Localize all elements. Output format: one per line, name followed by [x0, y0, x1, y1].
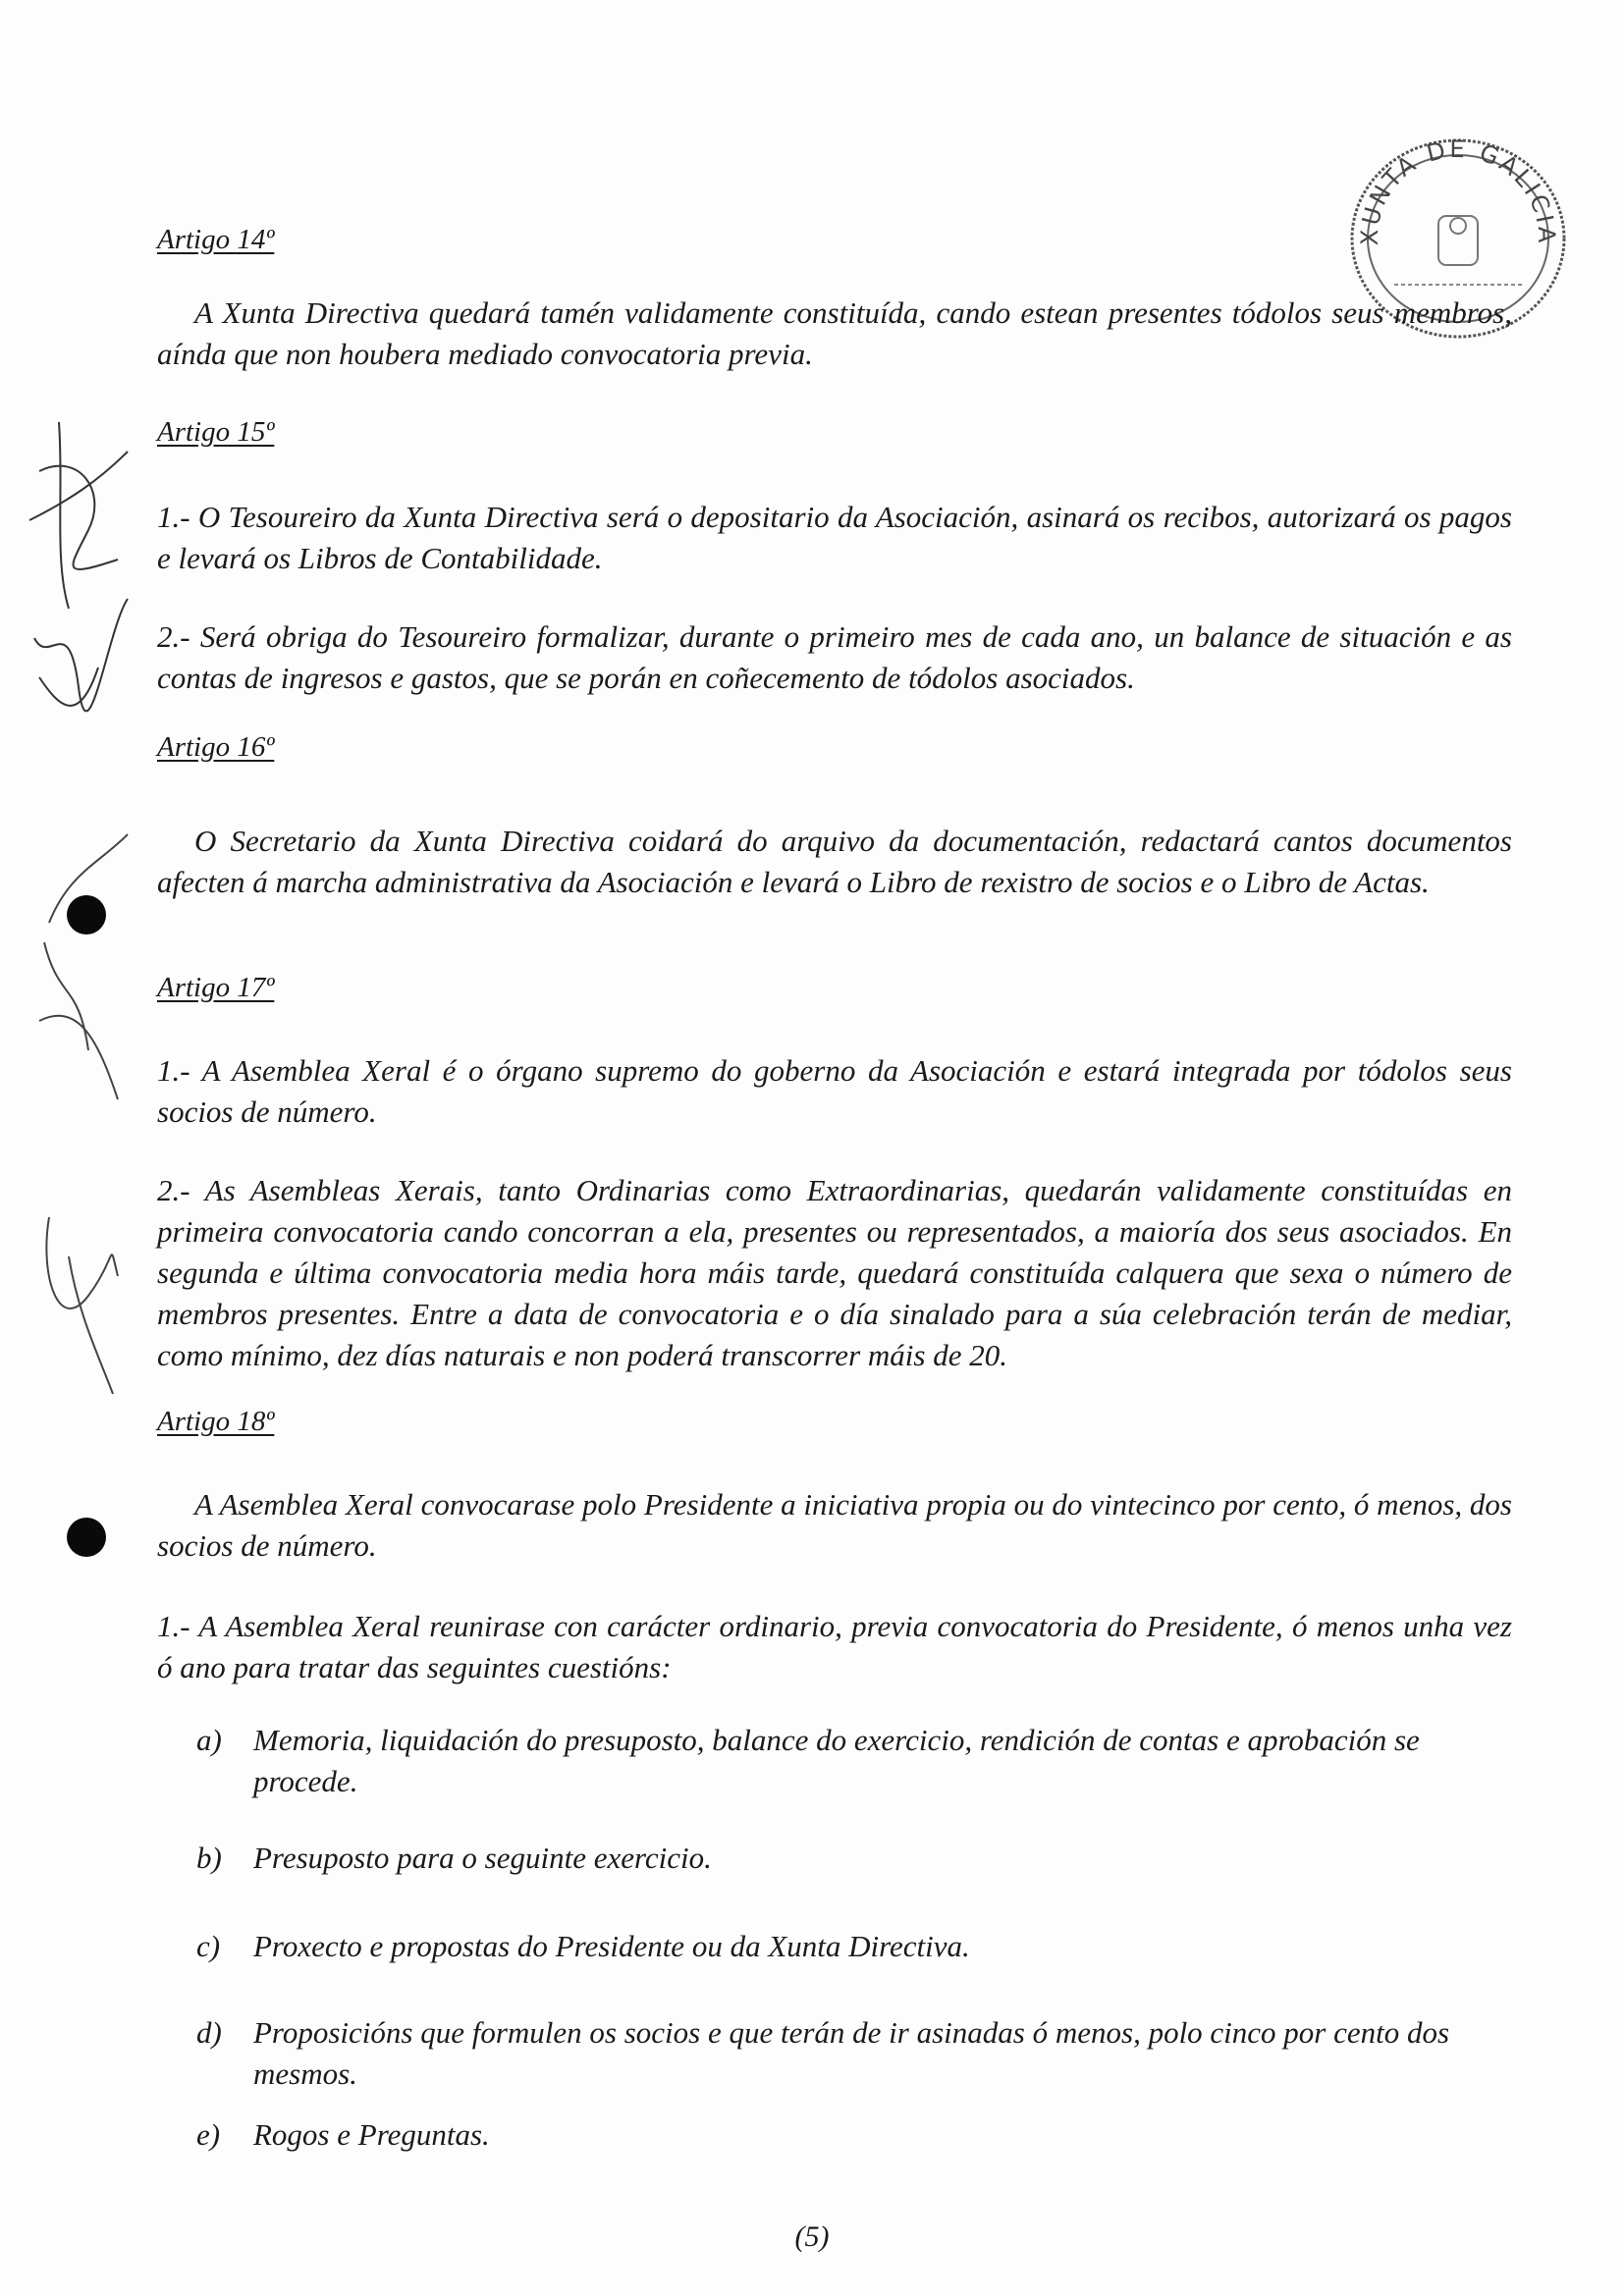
list-item-text: Proposicións que formulen os socios e que terán de ir asinadas ó menos, polo cinco por cento dos mesmos.	[253, 2015, 1450, 2091]
article-heading: Artigo 17º	[157, 972, 275, 1003]
list-item-text: Presuposto para o seguinte exercicio.	[253, 1841, 712, 1875]
article-paragraph: O Secretario da Xunta Directiva coidará do arquivo da documentación, redactará cantos documentos afecten á marcha administrativa da Asociación e levará o Libro de rexistro de socios e o Libro de Actas.	[157, 824, 1512, 899]
list-item	[196, 1838, 1512, 1879]
article-heading: Artigo 15º	[157, 416, 275, 448]
article-paragraph: 1.- O Tesoureiro da Xunta Directiva será o depositario da Asociación, asinará os recibos, autorizará os pagos e levará os Libros de Contabilidade.	[157, 500, 1512, 575]
page-number: (5)	[794, 2220, 830, 2253]
list-item-text: Rogos e Preguntas.	[253, 2117, 490, 2152]
article-heading: Artigo 18º	[157, 1406, 275, 1437]
article-paragraph: A Xunta Directiva quedará tamén validamente constituída, cando estean presentes tódolos seus membros, aínda que non houbera mediado convocatoria previa.	[157, 295, 1512, 371]
punch-hole-icon	[67, 895, 106, 934]
article-heading: Artigo 14º	[157, 224, 275, 255]
list-item-letter: b)	[196, 1841, 222, 1875]
article-paragraph: 1.- A Asemblea Xeral é o órgano supremo do goberno da Asociación e estará integrada por tódolos seus socios de número.	[157, 1053, 1512, 1129]
list-item-letter: e)	[196, 2117, 221, 2152]
article-paragraph: 2.- As Asembleas Xerais, tanto Ordinarias como Extraordinarias, quedarán validamente constituídas en primeira convocatoria cando concorran a ela, presentes ou representados, a maioría dos seus asociados. En segunda e última convocatoria media hora máis tarde, quedará constituída calquera que sexa o número de membros presentes. Entre a data de convocatoria e o día sinalado para a súa celebración terán de mediar, como mínimo, dez días naturais e non poderá transcorrer máis de 20.	[157, 1173, 1512, 1372]
list-item-text: Proxecto e propostas do Presidente ou da Xunta Directiva.	[253, 1929, 970, 1963]
list-item	[196, 2114, 1512, 2156]
list-item-letter: c)	[196, 1929, 221, 1963]
list-item	[196, 2012, 1512, 2095]
article-heading: Artigo 16º	[157, 731, 275, 763]
article-paragraph: 2.- Será obriga do Tesoureiro formalizar, durante o primeiro mes de cada ano, un balance de situación e as contas de ingresos e gastos, que se porán en coñecemento de tódolos asociados.	[157, 619, 1512, 695]
list-item-text: Memoria, liquidación do presuposto, balance do exercicio, rendición de contas e aprobación se procede.	[253, 1723, 1420, 1798]
punch-hole-icon	[67, 1518, 106, 1557]
article-paragraph: A Asemblea Xeral convocarase polo Presidente a iniciativa propia ou do vintecinco por cento, ó menos, dos socios de número.	[157, 1487, 1512, 1563]
list-item	[196, 1720, 1512, 1802]
svg-text:XUNTA DE GALICIA	[1356, 135, 1560, 245]
stamp-text: XUNTA DE GALICIA	[1355, 134, 1561, 246]
list-item	[196, 1926, 1512, 1967]
article-paragraph: 1.- A Asemblea Xeral reunirase con carácter ordinario, previa convocatoria do Presidente, ó menos unha vez ó ano para tratar das seguintes cuestións:	[157, 1609, 1512, 1684]
list-item-letter: a)	[196, 1723, 222, 1757]
list-item-letter: d)	[196, 2015, 222, 2050]
